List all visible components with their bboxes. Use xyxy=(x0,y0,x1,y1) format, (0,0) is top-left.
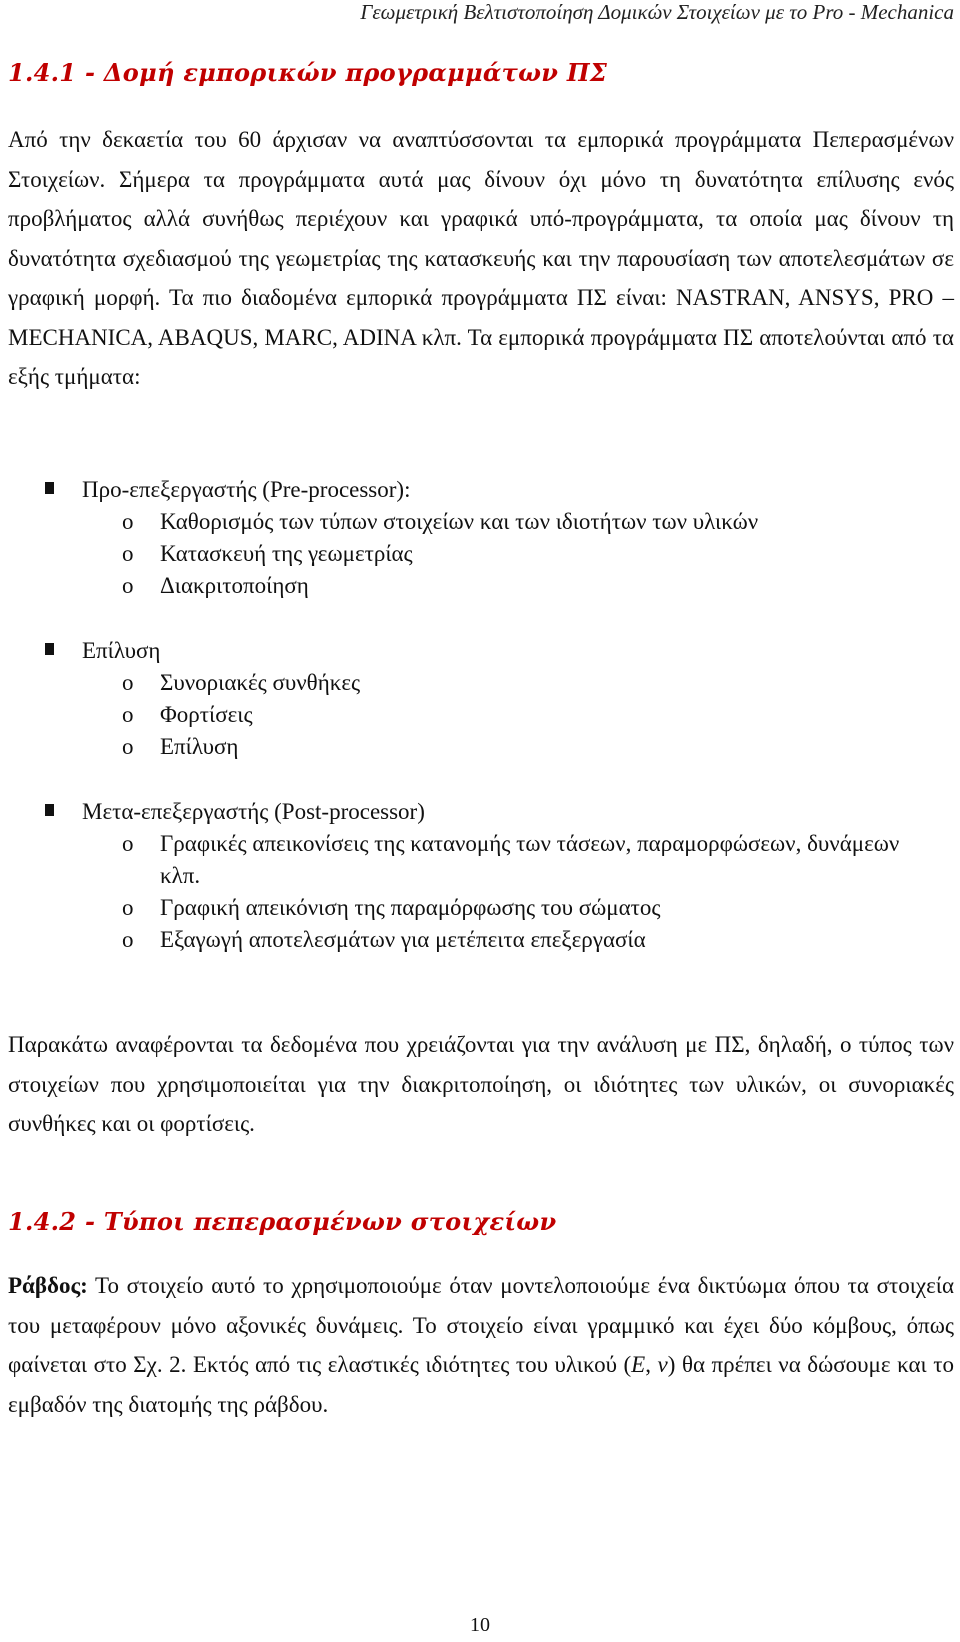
running-header: Γεωμετρική Βελτιστοποίηση Δομικών Στοιχείων με το Pro - Mechanica xyxy=(360,0,954,24)
rod-text-2: ) θα πρέπει να δώσουμε και το εμβαδόν της διατομής της ράβδου. xyxy=(8,1352,954,1417)
list-item: o Καθορισμός των τύπων στοιχείων και των ιδιοτήτων των υλικών xyxy=(0,506,940,538)
circle-bullet-icon: o xyxy=(122,831,134,856)
list-item: o Φορτίσεις xyxy=(0,699,940,731)
square-bullet-icon xyxy=(45,643,54,655)
square-bullet-icon xyxy=(45,804,54,816)
sub-list xyxy=(0,506,960,602)
part-title: Προ-επεξεργαστής (Pre-processor): xyxy=(82,477,411,502)
circle-bullet-icon: o xyxy=(122,702,134,727)
list-item: o Κατασκευή της γεωμετρίας xyxy=(0,538,940,570)
sub-list xyxy=(0,828,960,956)
circle-bullet-icon: o xyxy=(122,895,134,920)
section-heading-structure: 1.4.1 - Δομή εμπορικών προγραμμάτων ΠΣ xyxy=(8,58,608,87)
term-label: Ράβδος: xyxy=(8,1273,88,1298)
list-item: o Εξαγωγή αποτελεσμάτων για μετέπειτα επεξεργασία xyxy=(0,924,940,956)
symbol-separator: , xyxy=(645,1352,658,1377)
part-solution xyxy=(0,635,960,763)
closing-paragraph: Παρακάτω αναφέρονται τα δεδομένα που χρειάζονται για την ανάλυση με ΠΣ, δηλαδή, ο τύπος των στοιχείων που χρησιμοποιείται για την διακριτοποίηση, οι ιδιότητες των υλικών, οι συνοριακές συνθήκες και οι φορτίσεις. xyxy=(8,1032,954,1136)
circle-bullet-icon: o xyxy=(122,509,134,534)
circle-bullet-icon: o xyxy=(122,573,134,598)
list-item: o Συνοριακές συνθήκες xyxy=(0,667,940,699)
circle-bullet-icon: o xyxy=(122,670,134,695)
section-heading-element-types: 1.4.2 - Τύποι πεπερασμένων στοιχείων xyxy=(8,1207,557,1236)
part-title: Μετα-επεξεργαστής (Post-processor) xyxy=(82,799,425,824)
list-item: o Διακριτοποίηση xyxy=(0,570,940,602)
symbol-nu: ν xyxy=(657,1352,668,1377)
rod-text-1: Το στοιχείο αυτό το χρησιμοποιούμε όταν μοντελοποιούμε ένα δικτύωμα όπου τα στοιχεία του μεταφέρουν μόνο αξονικές δυνάμεις. Το στοιχείο είναι γραμμικό και έχει δύο κόμβους, όπως φαίνεται στο Σχ. 2. Εκτός από τις ελαστικές ιδιότητες του υλικού ( xyxy=(8,1273,954,1377)
sub-list xyxy=(0,667,960,763)
list-item: o Γραφικές απεικονίσεις της κατανομής των τάσεων, παραμορφώσεων, δυνάμεων κλπ. xyxy=(0,828,940,892)
circle-bullet-icon: o xyxy=(122,541,134,566)
symbol-e: E xyxy=(631,1352,646,1377)
list-item: o Γραφική απεικόνιση της παραμόρφωσης του σώματος xyxy=(0,892,940,924)
part-preprocessor xyxy=(0,474,960,602)
square-bullet-icon xyxy=(45,482,54,494)
circle-bullet-icon: o xyxy=(122,734,134,759)
page-number: 10 xyxy=(470,1614,490,1636)
part-title: Επίλυση xyxy=(82,638,161,663)
circle-bullet-icon: o xyxy=(122,927,134,952)
part-postprocessor xyxy=(0,796,960,956)
rod-paragraph xyxy=(8,1266,954,1424)
list-item: o Επίλυση xyxy=(0,731,940,763)
program-parts-list xyxy=(0,474,960,989)
intro-paragraph: Από την δεκαετία του 60 άρχισαν να αναπτύσσονται τα εμπορικά προγράμματα Πεπερασμένων Στοιχείων. Σήμερα τα προγράμματα αυτά μας δίνουν όχι μόνο τη δυνατότητα επίλυσης ενός προβλήματος αλλά συνήθως περιέχουν και γραφικά υπό-προγράμματα, τα οποία μας δίνουν τη δυνατότητα σχεδιασμού της γεωμετρίας της κατασκευής και την παρουσίαση των αποτελεσμάτων σε γραφική μορφή. Τα πιο διαδομένα εμπορικά προγράμματα ΠΣ είναι: NASTRAN, ANSYS, PRO – MECHANICA, ABAQUS, MARC, ADINA κλπ. Τα εμπορικά προγράμματα ΠΣ αποτελούνται από τα εξής τμήματα: xyxy=(8,127,954,389)
